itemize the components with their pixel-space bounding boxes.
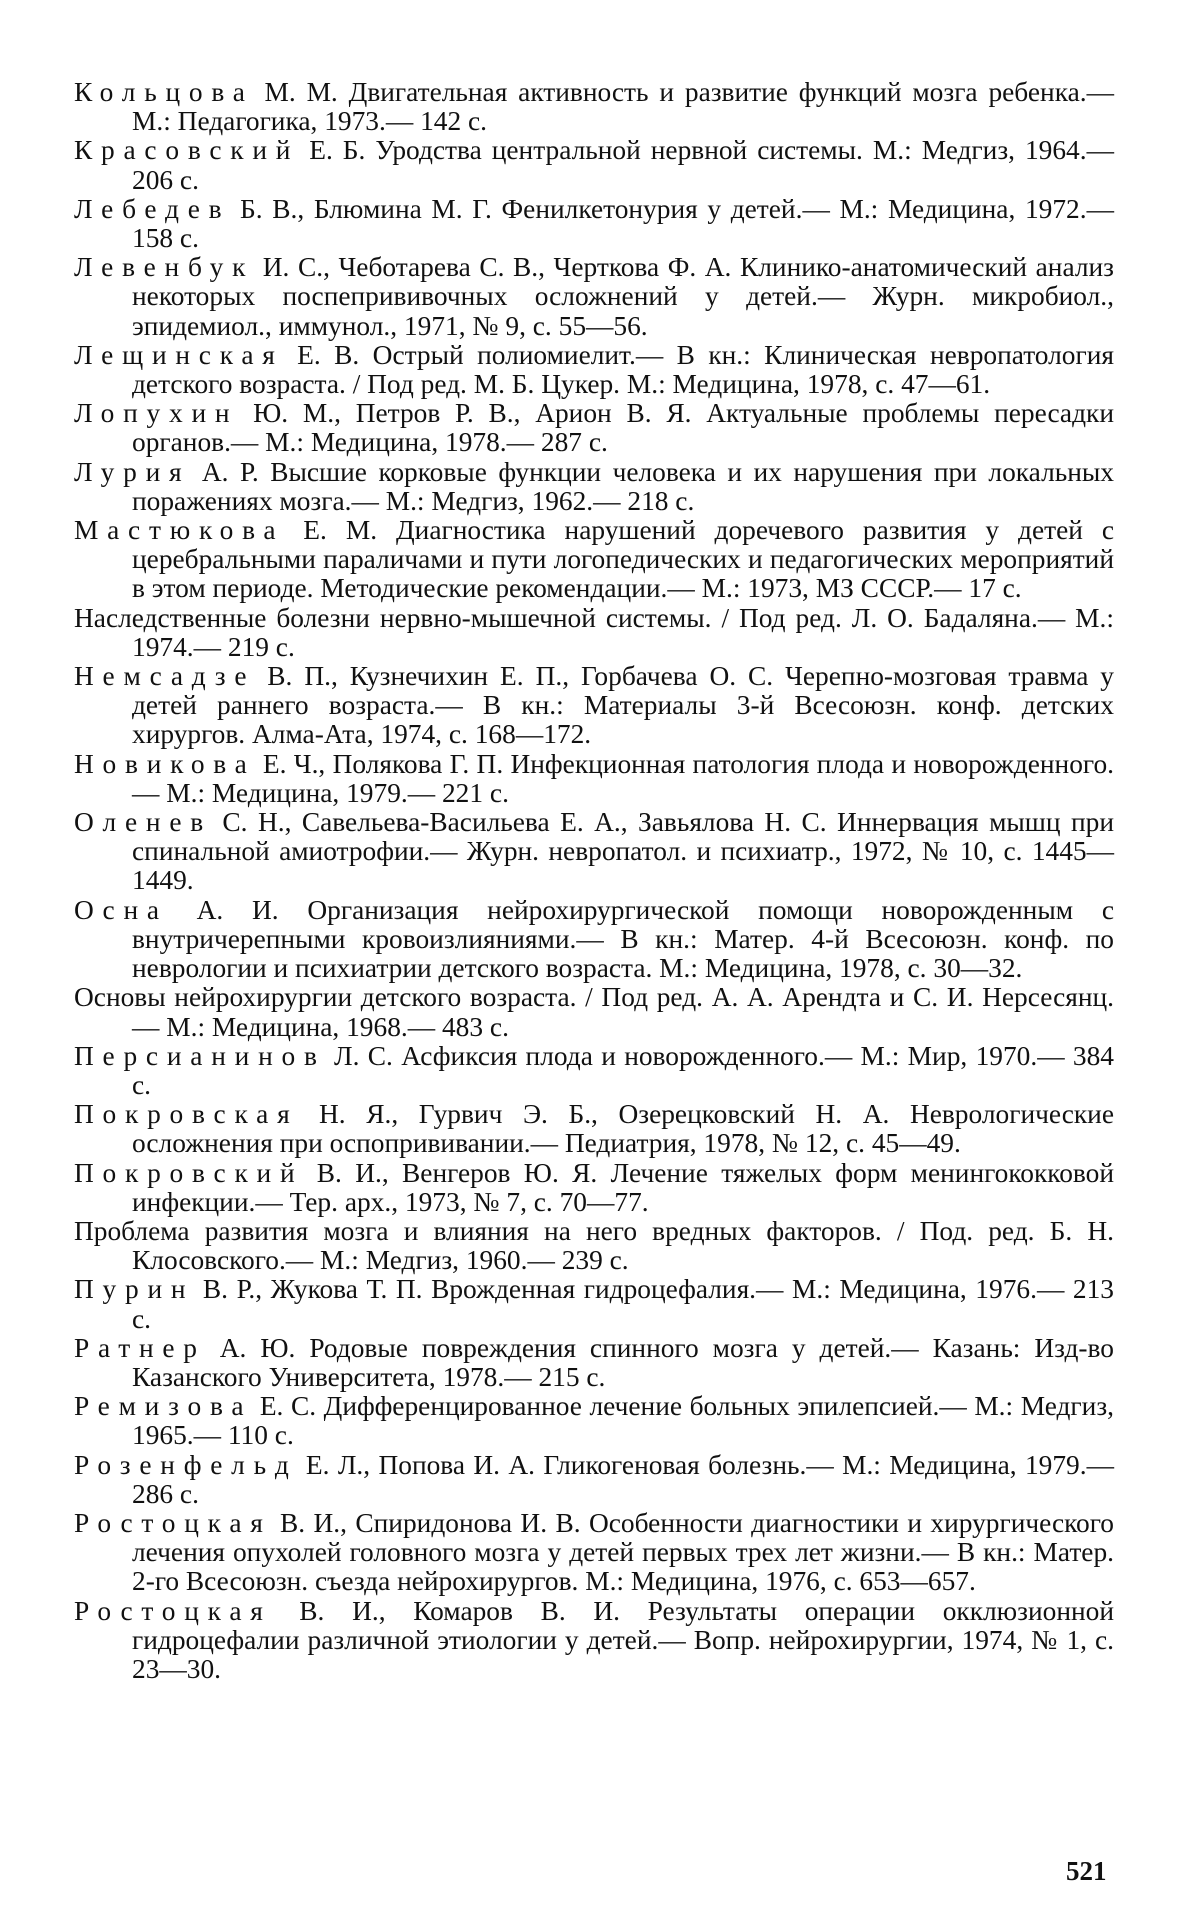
bibliography-entry: [74, 195, 1114, 253]
bibliography-entry: [74, 604, 1114, 662]
bibliography-entry: [74, 1275, 1114, 1333]
entry-text: Е. Б. Уродства центральной нервной системы. М.: Медгиз, 1964.— 206 с.: [132, 135, 1114, 195]
bibliography-list: [74, 78, 1114, 1684]
entry-author: Кольцова: [74, 77, 254, 107]
entry-author: Покровская: [74, 1099, 299, 1130]
bibliography-entry: [74, 750, 1114, 808]
entry-text: Е. Ч., Полякова Г. П. Инфекционная патология плода и новорожденного.— М.: Медицина, 1979.— 221 с.: [132, 748, 1114, 808]
entry-text: С. Н., Савельева-Васильева Е. А., Завьялова Н. С. Иннервация мышц при спинальной амиотрофии.— Журн. невропатол. и психиатр., 1972, № 10, с. 1445—1449.: [132, 807, 1114, 896]
entry-text: В. И., Комаров В. И. Результаты операции окклюзионной гидроцефалии различной этиологии у детей.— Вопр. нейрохирургии, 1974, № 1, с. 23—30.: [132, 1595, 1114, 1684]
entry-text: А. Ю. Родовые повреждения спинного мозга у детей.— Казань: Изд-во Казанского Университета, 1978.— 215 с.: [132, 1332, 1114, 1392]
bibliography-entry: [74, 1392, 1114, 1450]
page-number: 521: [1066, 1856, 1107, 1886]
entry-text: Е. М. Диагностика нарушений доречевого развития у детей с церебральными параличами и пути логопедических и педагогических мероприятий в этом периоде. Методические рекомендации.— М.: 1973, МЗ СССР.— 17 с.: [132, 515, 1114, 604]
bibliography-entry: [74, 1217, 1114, 1275]
entry-author: Персианинов: [74, 1040, 326, 1071]
entry-author: Ростоцкая: [74, 1595, 272, 1626]
bibliography-entry: [74, 399, 1114, 457]
entry-text: А. Р. Высшие корковые функции человека и их нарушения при локальных поражениях мозга.— М.: Медгиз, 1962.— 218 с.: [132, 456, 1114, 516]
entry-text: В. И., Венгеров Ю. Я. Лечение тяжелых форм менингококковой инфекции.— Тер. арх., 1973, № 7, с. 70—77.: [132, 1157, 1114, 1217]
bibliography-entry: [74, 516, 1114, 604]
entry-text: М. М. Двигательная активность и развитие функций мозга ребенка.— М.: Педагогика, 1973.— 142 с.: [132, 77, 1114, 137]
entry-author: Немсадзе: [74, 661, 256, 692]
bibliography-entry: [74, 458, 1114, 516]
entry-text: А. И. Организация нейрохирургической помощи новорожденным с внутричерепными кровоизлияниями.— В кн.: Матер. 4-й Всесоюзн. конф. по неврологии и психиатрии детского возраста. М.: Медицина, 1978, с. 30—32.: [132, 894, 1114, 984]
entry-author: Левенбук: [74, 252, 255, 283]
bibliography-entry: [74, 1509, 1114, 1597]
bibliography-entry: [74, 253, 1114, 341]
bibliography-entry: [74, 1100, 1114, 1158]
entry-text: Е. С. Дифференцированное лечение больных эпилепсией.— М.: Медгиз, 1965.— 110 с.: [132, 1391, 1114, 1451]
entry-author: Пурин: [74, 1274, 195, 1305]
entry-text: В. П., Кузнечихин Е. П., Горбачева О. С. Черепно-мозговая травма у детей раннего возраста.— В кн.: Материалы 3-й Всесоюзн. конф. детских хирургов. Алма-Ата, 1974, с. 168—172.: [132, 661, 1114, 750]
bibliography-entry: [74, 1451, 1114, 1509]
entry-author: Покровский: [74, 1157, 304, 1188]
entry-text: В. Р., Жукова Т. П. Врожденная гидроцефалия.— М.: Медицина, 1976.— 213 с.: [132, 1274, 1114, 1334]
bibliography-entry: [74, 341, 1114, 399]
entry-text: И. С., Чеботарева С. В., Черткова Ф. А. Клинико-анатомический анализ некоторых поспепрививочных осложнений у детей.— Журн. микробиол., эпидемиол., иммунол., 1971, № 9, с. 55—56.: [132, 252, 1114, 341]
bibliography-entry: [74, 808, 1114, 896]
entry-text: Ю. М., Петров Р. В., Арион В. Я. Актуальные проблемы пересадки органов.— М.: Медицина, 1978.— 287 с.: [132, 398, 1114, 458]
bibliography-entry: [74, 1597, 1114, 1685]
entry-author: Новикова: [74, 748, 256, 779]
entry-author: Красовский: [74, 135, 300, 166]
bibliography-entry: [74, 1042, 1114, 1100]
entry-text: Н. Я., Гурвич Э. Б., Озерецковский Н. А. Неврологические осложнения при оспопрививании.— Педиатрия, 1978, № 12, с. 45—49.: [132, 1099, 1114, 1159]
entry-author: Лопухин: [74, 398, 239, 429]
bibliography-entry: [74, 136, 1114, 194]
entry-author: Ремизова: [74, 1391, 253, 1422]
entry-text: Основы нейрохирургии детского возраста. / Под ред. А. А. Арендта и С. И. Нерсесянц.— М.: Медицина, 1968.— 483 с.: [74, 982, 1114, 1042]
entry-author: Осна: [74, 894, 168, 925]
entry-author: Ростоцкая: [74, 1507, 272, 1538]
bibliography-entry: [74, 662, 1114, 750]
bibliography-entry: [74, 983, 1114, 1041]
entry-text: Б. В., Блюмина М. Г. Фенилкетонурия у детей.— М.: Медицина, 1972.— 158 с.: [132, 193, 1114, 254]
entry-text: Е. Л., Попова И. А. Гликогеновая болезнь.— М.: Медицина, 1979.— 286 с.: [132, 1449, 1114, 1509]
entry-text: Проблема развития мозга и влияния на него вредных факторов. / Под. ред. Б. Н. Клосовского.— М.: Медгиз, 1960.— 239 с.: [74, 1215, 1114, 1276]
entry-text: В. И., Спиридонова И. В. Особенности диагностики и хирургического лечения опухолей головного мозга у детей первых трех лет жизни.— В кн.: Матер. 2-го Всесоюзн. съезда нейрохирургов. М.: Медицина, 1976, с. 653—657.: [132, 1507, 1114, 1597]
bibliography-page: [74, 78, 1114, 1684]
bibliography-entry: [74, 78, 1114, 136]
bibliography-entry: [74, 1334, 1114, 1392]
entry-author: Мастюкова: [74, 515, 285, 546]
entry-text: Наследственные болезни нервно-мышечной системы. / Под ред. Л. О. Бадаляна.— М.: 1974.— 219 с.: [74, 602, 1114, 662]
entry-author: Оленев: [74, 807, 212, 838]
entry-author: Ратнер: [74, 1332, 206, 1363]
entry-author: Розенфельд: [74, 1449, 298, 1480]
entry-text: Е. В. Острый полиомиелит.— В кн.: Клиническая невропатология детского возраста. / Под ред. М. Б. Цукер. М.: Медицина, 1978, с. 47—61.: [132, 339, 1114, 400]
entry-author: Лурия: [74, 456, 191, 487]
entry-author: Лещинская: [74, 339, 284, 370]
bibliography-entry: [74, 896, 1114, 984]
entry-text: Л. С. Асфиксия плода и новорожденного.— М.: Мир, 1970.— 384 с.: [132, 1040, 1114, 1100]
entry-author: Лебедев: [74, 193, 231, 224]
bibliography-entry: [74, 1159, 1114, 1217]
